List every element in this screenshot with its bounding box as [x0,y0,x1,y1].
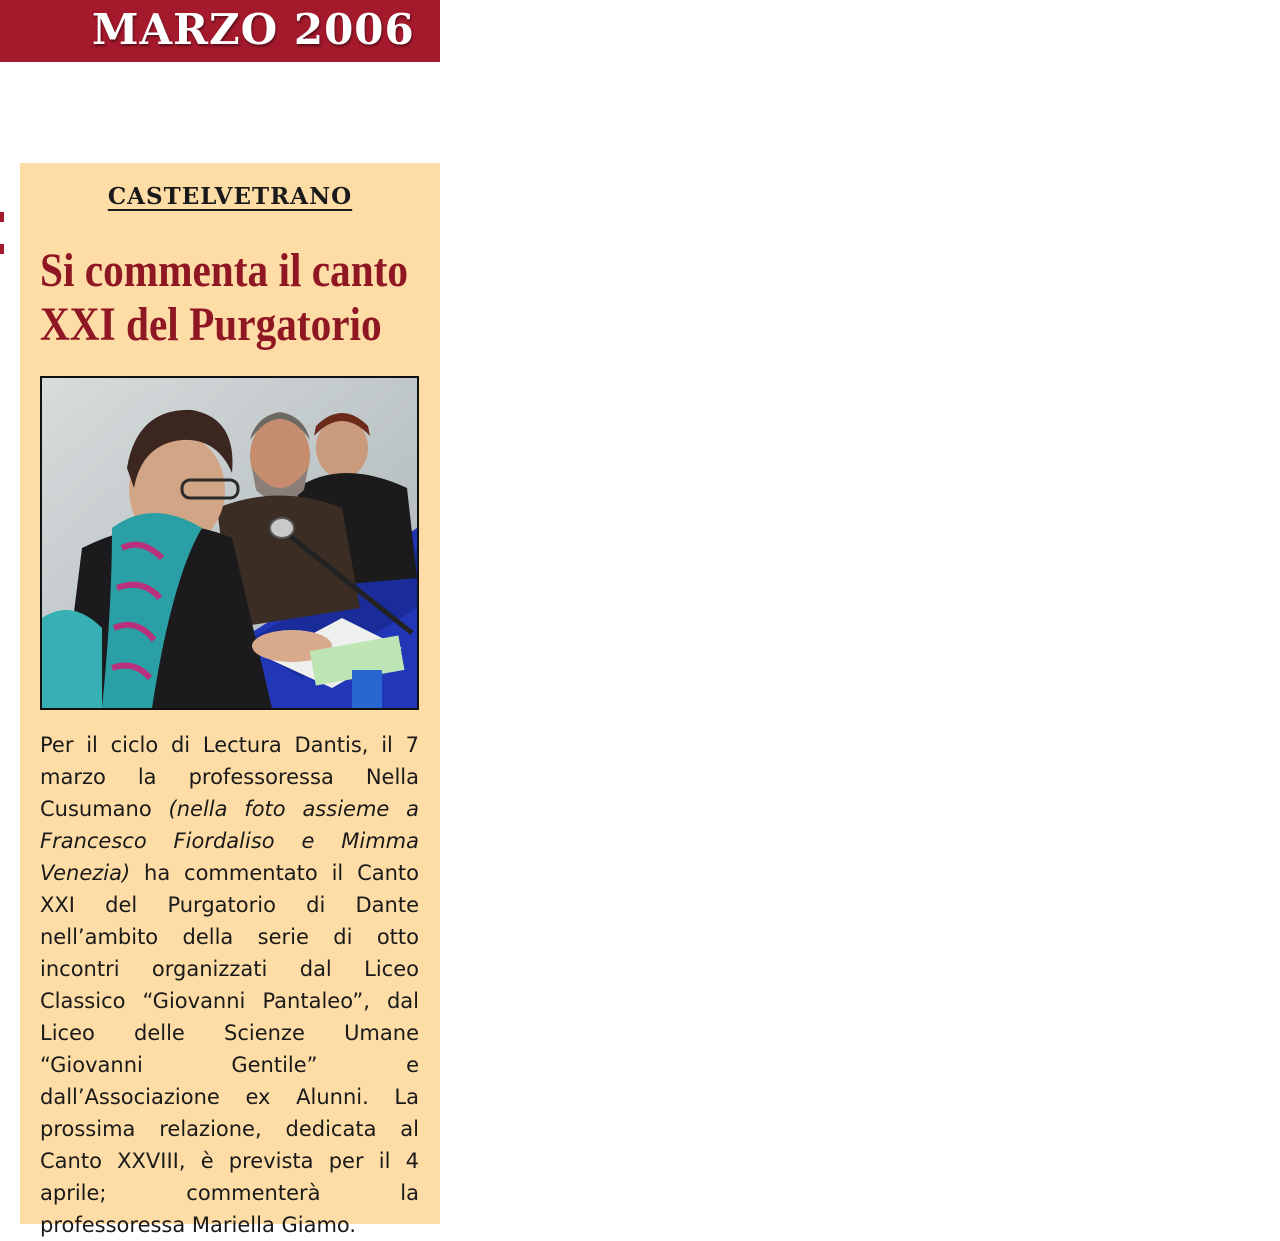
photo-caption-inline: (nella foto assieme a Francesco Fiordaliso e Mimma Venezia) [40,797,420,885]
adjacent-column-fragment [0,212,4,222]
photo-of-speakers-icon [42,378,417,708]
article-headline [40,244,409,352]
body-text-part-2: ha commentato il Canto XXI del Purgatorio di Dante nell’ambito della serie di otto incontri organizzati dal Liceo Classico “Giovanni Pantaleo”, dal Liceo delle Scienze Umane “Giovanni Gentile” e dall’Associazione ex Alunni. La prossima relazione, dedicata al Canto XXVIII, è prevista per il 4 aprile; commenterà la professoressa Mariella Giamo. [40,861,419,1237]
adjacent-column-fragment [0,244,4,254]
body-text-part-1: Per il ciclo di Lectura Dantis, il 7 marzo la professoressa Nella Cusumano [40,733,419,821]
masthead-banner [0,0,440,62]
article-photo [40,376,419,710]
issue-date: MARZO 2006 [92,5,415,54]
headline-line-2: XXI del Purgatorio [40,298,382,351]
article-body [40,729,419,1241]
headline-line-1: Si commenta il canto [40,244,409,297]
article-kicker: CASTELVETRANO [107,183,353,210]
